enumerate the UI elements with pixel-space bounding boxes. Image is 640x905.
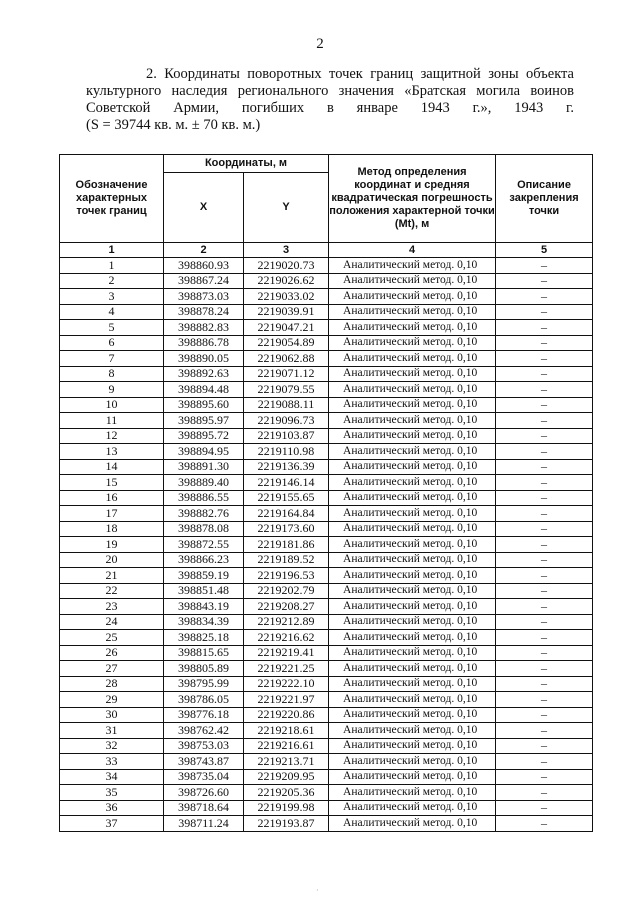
table-row (60, 304, 593, 320)
cell-method: Аналитический метод. 0,10 (329, 459, 496, 475)
cell-n: 34 (60, 769, 164, 785)
cell-y: 2219221.25 (244, 661, 329, 677)
cell-x: 398890.05 (164, 351, 244, 367)
cell-n: 3 (60, 289, 164, 305)
cell-n: 7 (60, 351, 164, 367)
cell-x: 398743.87 (164, 754, 244, 770)
cell-desc: – (496, 413, 593, 429)
cell-n: 12 (60, 428, 164, 444)
column-number: 4 (329, 243, 496, 258)
cell-y: 2219054.89 (244, 335, 329, 351)
table-row (60, 413, 593, 429)
cell-method: Аналитический метод. 0,10 (329, 258, 496, 274)
cell-y: 2219216.62 (244, 630, 329, 646)
table-row (60, 754, 593, 770)
table-row (60, 537, 593, 553)
table-row (60, 661, 593, 677)
cell-x: 398718.64 (164, 800, 244, 816)
header-description: Описание закрепления точки (496, 155, 593, 243)
cell-y: 2219216.61 (244, 738, 329, 754)
cell-desc: – (496, 475, 593, 491)
table-row (60, 382, 593, 398)
cell-x: 398834.39 (164, 614, 244, 630)
cell-y: 2219103.87 (244, 428, 329, 444)
cell-y: 2219220.86 (244, 707, 329, 723)
cell-n: 4 (60, 304, 164, 320)
cell-x: 398891.30 (164, 459, 244, 475)
header-designation: Обозначение характерных точек границ (60, 155, 164, 243)
cell-desc: – (496, 754, 593, 770)
cell-n: 37 (60, 816, 164, 832)
cell-n: 27 (60, 661, 164, 677)
cell-desc: – (496, 397, 593, 413)
cell-n: 6 (60, 335, 164, 351)
cell-n: 20 (60, 552, 164, 568)
cell-y: 2219033.02 (244, 289, 329, 305)
cell-n: 33 (60, 754, 164, 770)
table-row (60, 552, 593, 568)
cell-y: 2219164.84 (244, 506, 329, 522)
cell-x: 398886.78 (164, 335, 244, 351)
cell-x: 398866.23 (164, 552, 244, 568)
cell-x: 398895.72 (164, 428, 244, 444)
cell-desc: – (496, 661, 593, 677)
cell-n: 21 (60, 568, 164, 584)
cell-desc: – (496, 614, 593, 630)
cell-method: Аналитический метод. 0,10 (329, 630, 496, 646)
cell-y: 2219047.21 (244, 320, 329, 336)
cell-x: 398786.05 (164, 692, 244, 708)
cell-method: Аналитический метод. 0,10 (329, 800, 496, 816)
table-row (60, 816, 593, 832)
cell-y: 2219071.12 (244, 366, 329, 382)
cell-y: 2219205.36 (244, 785, 329, 801)
cell-n: 32 (60, 738, 164, 754)
cell-method: Аналитический метод. 0,10 (329, 599, 496, 615)
cell-y: 2219208.27 (244, 599, 329, 615)
cell-x: 398894.95 (164, 444, 244, 460)
cell-x: 398843.19 (164, 599, 244, 615)
cell-x: 398762.42 (164, 723, 244, 739)
cell-n: 2 (60, 273, 164, 289)
table-row (60, 738, 593, 754)
cell-method: Аналитический метод. 0,10 (329, 707, 496, 723)
table-row (60, 583, 593, 599)
cell-x: 398889.40 (164, 475, 244, 491)
cell-y: 2219212.89 (244, 614, 329, 630)
table-row (60, 335, 593, 351)
cell-n: 15 (60, 475, 164, 491)
cell-method: Аналитический метод. 0,10 (329, 428, 496, 444)
cell-y: 2219026.62 (244, 273, 329, 289)
cell-y: 2219136.39 (244, 459, 329, 475)
cell-method: Аналитический метод. 0,10 (329, 382, 496, 398)
table-row (60, 459, 593, 475)
cell-desc: – (496, 335, 593, 351)
cell-desc: – (496, 351, 593, 367)
cell-desc: – (496, 738, 593, 754)
column-number: 2 (164, 243, 244, 258)
header-method: Метод определения координат и средняя квадратическая погрешность положения характерной точки (Mt), м (329, 155, 496, 243)
table-row (60, 599, 593, 615)
cell-method: Аналитический метод. 0,10 (329, 785, 496, 801)
cell-y: 2219209.95 (244, 769, 329, 785)
table-row (60, 351, 593, 367)
cell-x: 398860.93 (164, 258, 244, 274)
cell-desc: – (496, 382, 593, 398)
cell-x: 398735.04 (164, 769, 244, 785)
cell-y: 2219189.52 (244, 552, 329, 568)
cell-desc: – (496, 599, 593, 615)
cell-method: Аналитический метод. 0,10 (329, 614, 496, 630)
column-number: 1 (60, 243, 164, 258)
cell-method: Аналитический метод. 0,10 (329, 351, 496, 367)
table-row (60, 676, 593, 692)
heading-line-4: (S = 39744 кв. м. ± 70 кв. м.) (86, 117, 261, 133)
cell-y: 2219219.41 (244, 645, 329, 661)
cell-method: Аналитический метод. 0,10 (329, 273, 496, 289)
table-row (60, 320, 593, 336)
cell-x: 398892.63 (164, 366, 244, 382)
cell-n: 35 (60, 785, 164, 801)
section-heading (86, 66, 574, 134)
cell-y: 2219155.65 (244, 490, 329, 506)
cell-x: 398894.48 (164, 382, 244, 398)
cell-n: 28 (60, 676, 164, 692)
table-row (60, 692, 593, 708)
header-x: X (164, 173, 244, 243)
cell-method: Аналитический метод. 0,10 (329, 490, 496, 506)
cell-method: Аналитический метод. 0,10 (329, 754, 496, 770)
cell-method: Аналитический метод. 0,10 (329, 475, 496, 491)
cell-n: 14 (60, 459, 164, 475)
cell-desc: – (496, 723, 593, 739)
table-row (60, 366, 593, 382)
header-y: Y (244, 173, 329, 243)
cell-x: 398776.18 (164, 707, 244, 723)
cell-x: 398886.55 (164, 490, 244, 506)
cell-method: Аналитический метод. 0,10 (329, 304, 496, 320)
cell-desc: – (496, 521, 593, 537)
cell-desc: – (496, 692, 593, 708)
cell-method: Аналитический метод. 0,10 (329, 366, 496, 382)
cell-x: 398815.65 (164, 645, 244, 661)
cell-n: 17 (60, 506, 164, 522)
cell-n: 25 (60, 630, 164, 646)
cell-y: 2219221.97 (244, 692, 329, 708)
cell-x: 398867.24 (164, 273, 244, 289)
cell-n: 19 (60, 537, 164, 553)
table-row (60, 428, 593, 444)
cell-desc: – (496, 676, 593, 692)
cell-method: Аналитический метод. 0,10 (329, 769, 496, 785)
cell-method: Аналитический метод. 0,10 (329, 413, 496, 429)
cell-method: Аналитический метод. 0,10 (329, 335, 496, 351)
cell-y: 2219173.60 (244, 521, 329, 537)
cell-x: 398882.76 (164, 506, 244, 522)
cell-y: 2219213.71 (244, 754, 329, 770)
cell-x: 398851.48 (164, 583, 244, 599)
table-row (60, 785, 593, 801)
cell-y: 2219218.61 (244, 723, 329, 739)
cell-x: 398895.97 (164, 413, 244, 429)
page-number: 2 (316, 36, 324, 52)
table-row (60, 568, 593, 584)
cell-y: 2219096.73 (244, 413, 329, 429)
cell-n: 16 (60, 490, 164, 506)
table-row (60, 397, 593, 413)
table-row (60, 614, 593, 630)
cell-n: 5 (60, 320, 164, 336)
table-row (60, 723, 593, 739)
cell-x: 398805.89 (164, 661, 244, 677)
cell-y: 2219110.98 (244, 444, 329, 460)
scan-mark: · (316, 886, 319, 895)
cell-method: Аналитический метод. 0,10 (329, 537, 496, 553)
cell-x: 398711.24 (164, 816, 244, 832)
cell-desc: – (496, 552, 593, 568)
table-row (60, 521, 593, 537)
cell-method: Аналитический метод. 0,10 (329, 723, 496, 739)
cell-x: 398882.83 (164, 320, 244, 336)
cell-x: 398895.60 (164, 397, 244, 413)
table-row (60, 800, 593, 816)
cell-n: 24 (60, 614, 164, 630)
table-row (60, 273, 593, 289)
cell-x: 398859.19 (164, 568, 244, 584)
cell-x: 398873.03 (164, 289, 244, 305)
cell-x: 398795.99 (164, 676, 244, 692)
cell-method: Аналитический метод. 0,10 (329, 289, 496, 305)
cell-x: 398872.55 (164, 537, 244, 553)
cell-method: Аналитический метод. 0,10 (329, 661, 496, 677)
cell-y: 2219079.55 (244, 382, 329, 398)
cell-desc: – (496, 506, 593, 522)
cell-desc: – (496, 273, 593, 289)
cell-method: Аналитический метод. 0,10 (329, 692, 496, 708)
cell-desc: – (496, 289, 593, 305)
cell-desc: – (496, 645, 593, 661)
cell-y: 2219062.88 (244, 351, 329, 367)
cell-desc: – (496, 568, 593, 584)
cell-method: Аналитический метод. 0,10 (329, 676, 496, 692)
cell-method: Аналитический метод. 0,10 (329, 521, 496, 537)
cell-method: Аналитический метод. 0,10 (329, 816, 496, 832)
cell-desc: – (496, 816, 593, 832)
cell-x: 398878.24 (164, 304, 244, 320)
cell-n: 18 (60, 521, 164, 537)
cell-y: 2219222.10 (244, 676, 329, 692)
column-number: 5 (496, 243, 593, 258)
table-row (60, 444, 593, 460)
table-row (60, 707, 593, 723)
cell-method: Аналитический метод. 0,10 (329, 568, 496, 584)
table-row (60, 769, 593, 785)
table-row (60, 506, 593, 522)
cell-desc: – (496, 258, 593, 274)
cell-desc: – (496, 459, 593, 475)
cell-n: 36 (60, 800, 164, 816)
cell-x: 398825.18 (164, 630, 244, 646)
cell-y: 2219202.79 (244, 583, 329, 599)
coordinates-table (59, 154, 593, 832)
cell-desc: – (496, 490, 593, 506)
cell-y: 2219146.14 (244, 475, 329, 491)
cell-n: 29 (60, 692, 164, 708)
cell-n: 9 (60, 382, 164, 398)
cell-y: 2219181.86 (244, 537, 329, 553)
table-row (60, 289, 593, 305)
cell-desc: – (496, 304, 593, 320)
column-number-row (60, 243, 593, 258)
cell-method: Аналитический метод. 0,10 (329, 645, 496, 661)
cell-method: Аналитический метод. 0,10 (329, 583, 496, 599)
heading-line-3: Советской Армии, погибших в январе 1943 г.», 1943 г. (86, 100, 574, 116)
cell-n: 30 (60, 707, 164, 723)
cell-desc: – (496, 444, 593, 460)
cell-x: 398726.60 (164, 785, 244, 801)
cell-desc: – (496, 320, 593, 336)
cell-y: 2219196.53 (244, 568, 329, 584)
cell-method: Аналитический метод. 0,10 (329, 397, 496, 413)
table-row (60, 475, 593, 491)
column-number: 3 (244, 243, 329, 258)
cell-y: 2219039.91 (244, 304, 329, 320)
cell-n: 1 (60, 258, 164, 274)
cell-n: 22 (60, 583, 164, 599)
cell-x: 398753.03 (164, 738, 244, 754)
table-row (60, 630, 593, 646)
cell-desc: – (496, 785, 593, 801)
table-row (60, 645, 593, 661)
cell-desc: – (496, 428, 593, 444)
cell-method: Аналитический метод. 0,10 (329, 506, 496, 522)
cell-n: 10 (60, 397, 164, 413)
cell-n: 13 (60, 444, 164, 460)
cell-x: 398878.08 (164, 521, 244, 537)
table-row (60, 490, 593, 506)
cell-n: 11 (60, 413, 164, 429)
cell-desc: – (496, 800, 593, 816)
cell-n: 8 (60, 366, 164, 382)
cell-method: Аналитический метод. 0,10 (329, 552, 496, 568)
cell-n: 31 (60, 723, 164, 739)
cell-desc: – (496, 707, 593, 723)
cell-method: Аналитический метод. 0,10 (329, 320, 496, 336)
cell-method: Аналитический метод. 0,10 (329, 444, 496, 460)
cell-y: 2219193.87 (244, 816, 329, 832)
header-coordinates: Координаты, м (164, 155, 329, 173)
cell-n: 26 (60, 645, 164, 661)
table-body (60, 258, 593, 832)
cell-desc: – (496, 537, 593, 553)
cell-desc: – (496, 769, 593, 785)
heading-line-2: культурного наследия регионального значения «Братская могила воинов (86, 83, 574, 99)
table-row (60, 258, 593, 274)
cell-y: 2219020.73 (244, 258, 329, 274)
cell-method: Аналитический метод. 0,10 (329, 738, 496, 754)
cell-y: 2219088.11 (244, 397, 329, 413)
cell-desc: – (496, 583, 593, 599)
cell-desc: – (496, 630, 593, 646)
cell-y: 2219199.98 (244, 800, 329, 816)
cell-n: 23 (60, 599, 164, 615)
heading-line-1: 2. Координаты поворотных точек границ защитной зоны объекта (146, 66, 574, 82)
cell-desc: – (496, 366, 593, 382)
